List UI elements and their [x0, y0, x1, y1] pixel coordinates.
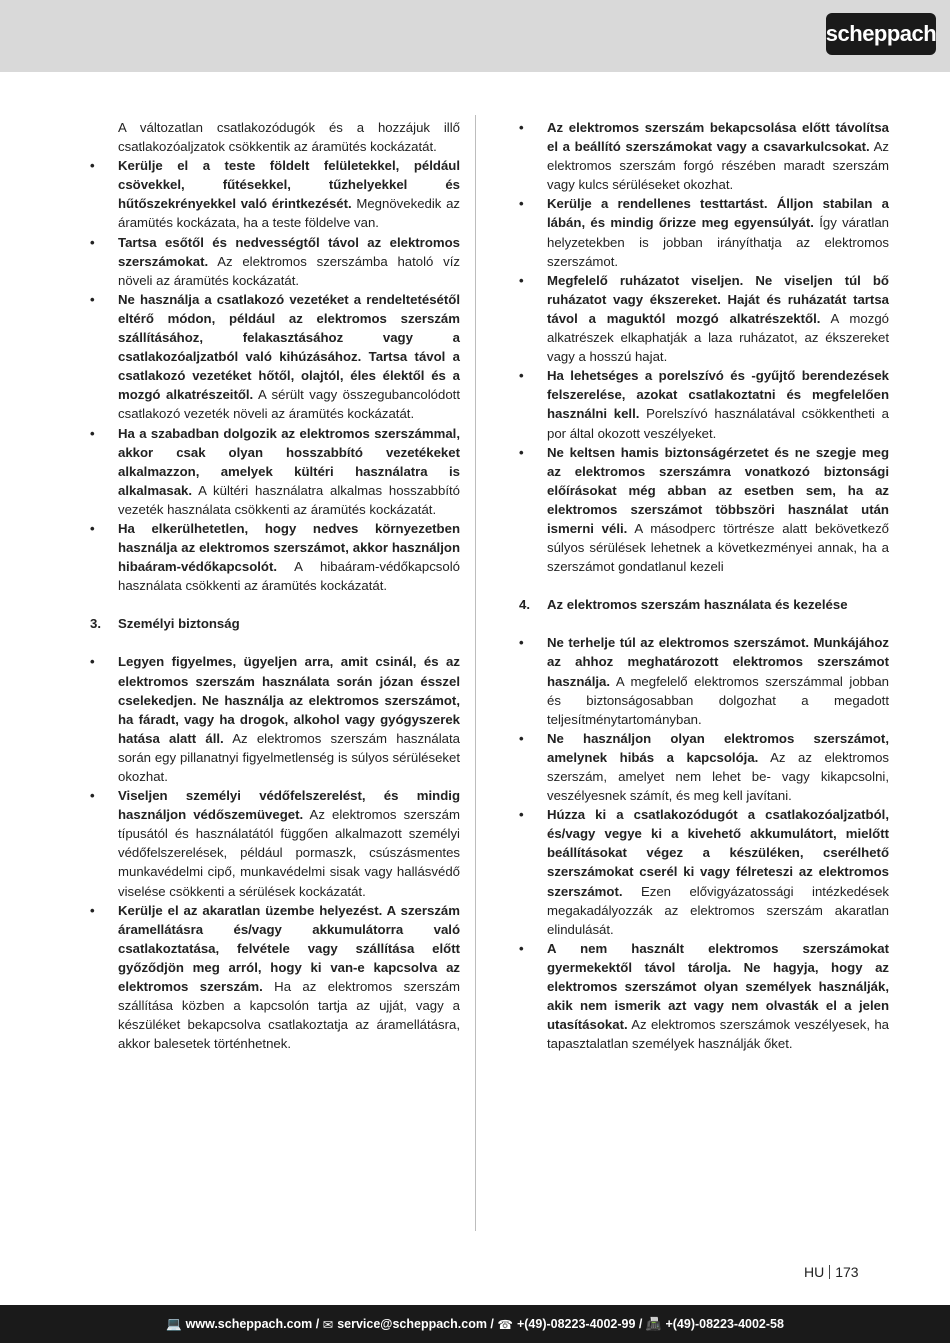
- bold-text: Legyen figyelmes, ügyeljen arra, amit csinál, és az elektromos szerszám használata során józan ésszel cselekedjen. Ne használja az elektromos szerszámot, ha fáradt, vagy ha drogok, alkohol vagy gyógyszerek hatása alatt áll.: [118, 654, 460, 746]
- body-text: Ezen elővigyázatossági intézkedések megakadályozzák az elektromos szerszám akaratlan elindulását.: [547, 883, 889, 937]
- body-text: Az elektromos szerszám használata során egy pillanatnyi figyelmetlenség is súlyos sérüléseket okozhat.: [118, 730, 460, 784]
- footer-website[interactable]: www.scheppach.com: [185, 1317, 313, 1331]
- section-number: 3.: [90, 616, 101, 632]
- bullet-item: [118, 156, 460, 232]
- language-code: HU: [804, 1264, 825, 1280]
- bold-text: Húzza ki a csatlakozódugót a csatlakozóaljzatból, és/vagy vegye ki a kivehető akkumulátort, mielőtt beállításokat végez a készüléken, cserélhető szerszámokat cserél ki vagy félreteszi az elektromos szerszámot.: [547, 807, 889, 899]
- bullet-item: [547, 271, 889, 366]
- footer-phone: +(49)-08223-4002-99: [516, 1317, 636, 1331]
- body-text: A sérült vagy összegubancolódott csatlakozó vezeték növeli az áramütés kockázatát.: [118, 387, 460, 422]
- body-text: A kültéri használatra alkalmas hosszabbító vezeték használata csökkenti az áramütés kockázatát.: [118, 482, 460, 517]
- bold-text: Kerülje a rendellenes testtartást. Álljon stabilan a lábán, és mindig őrizze meg egyensúlyát.: [547, 196, 889, 231]
- right-column: [519, 118, 890, 1053]
- bold-text: Megfelelő ruházatot viseljen. Ne viseljen túl bő ruházatot vagy ékszereket. Haját és ruházatát tartsa távol a maguktól mozgó alkatrészektől.: [547, 272, 889, 326]
- spacer: [547, 576, 889, 595]
- page-number-divider: [829, 1265, 830, 1279]
- bullet-item: [118, 290, 460, 424]
- bullet-item: [547, 805, 889, 939]
- bold-text: Tartsa esőtől és nedvességtől távol az elektromos szerszámokat.: [118, 234, 460, 269]
- section-heading: [519, 595, 889, 614]
- column-divider: [475, 115, 476, 1231]
- bold-text: Ne keltsen hamis biztonságérzetet és ne szegje meg az elektromos szerszámra vonatkozó biztonsági előírásokat még abban az esetben sem, ha az elektromos szerszámot többszöri használat után ismerni véli.: [547, 444, 889, 536]
- section-heading: [90, 614, 460, 633]
- footer-fax: +(49)-08223-4002-58: [665, 1317, 784, 1331]
- bold-text: Ne terhelje túl az elektromos szerszámot. Munkájához az ahhoz meghatározott elektromos szerszámot használja.: [547, 635, 889, 689]
- spacer: [547, 614, 889, 633]
- body-text: Az elektromos szerszám típusától és használatától függően alkalmazott személyi védőfelszerelések, például pormaszk, csúszásmentes munkavédelmi cipő, munkavédelmi sisak vagy hallásvédő viselése csökkenti a sérülések kockázatát.: [118, 807, 460, 899]
- bullet-item: [118, 424, 460, 519]
- scheppach-logo: scheppach: [826, 13, 936, 55]
- bold-text: Ne használja a csatlakozó vezetéket a rendeltetésétől eltérő módon, például az elektromos szerszám szállításához, felakasztásához vagy a csatlakozóaljzatból való kihúzásához. Tartsa távol a csatlakozó vezetéket hőtől, olajtól, éles élektől és a mozgó alkatrészeitől.: [118, 291, 460, 403]
- bullet-item: [118, 786, 460, 901]
- bold-text: Ne használjon olyan elektromos szerszámot, amelynek hibás a kapcsolója.: [547, 730, 889, 765]
- body-text: Az elektromos szerszám forgó részében maradt szerszám vagy kulcs sérüléseket okozhat.: [547, 139, 889, 193]
- footer-separator: /: [635, 1317, 646, 1331]
- page-number-value: 173: [835, 1264, 859, 1280]
- page-number: [804, 1264, 859, 1280]
- left-column: [90, 118, 461, 1053]
- spacer: [118, 633, 460, 652]
- footer-separator: /: [312, 1317, 323, 1331]
- bold-text: Viseljen személyi védőfelszerelést, és mindig használjon védőszemüveget.: [118, 788, 460, 823]
- bullet-item: [547, 443, 889, 577]
- body-text: Az elektromos szerszámba hatoló víz növeli az áramütés kockázatát.: [118, 253, 460, 288]
- bullet-item: [547, 366, 889, 442]
- bullet-item: [118, 901, 460, 1054]
- mail-icon: ✉: [322, 1317, 334, 1332]
- body-text: Így váratlan helyzetekben is jobban irányíthatja az elektromos szerszámot.: [547, 215, 889, 269]
- body-text: Ha az elektromos szerszám szállítása közben a kapcsolón tartja az ujját, vagy a készüléket bekapcsolva csatlakoztatja az áramellátásra, akkor balesetek történhetnek.: [118, 979, 461, 1052]
- computer-icon: 💻: [166, 1316, 182, 1331]
- spacer: [118, 595, 460, 614]
- bullet-item: [547, 118, 889, 194]
- bold-text: Az elektromos szerszám bekapcsolása előtt távolítsa el a beállító szerszámokat vagy a csavarkulcsokat.: [547, 120, 889, 155]
- section-title: Az elektromos szerszám használata és kezelése: [547, 597, 848, 613]
- body-text: A mozgó alkatrészek elkaphatják a laza ruházatot, az ékszereket vagy a hosszú hajat.: [547, 310, 889, 365]
- bold-text: Ha lehetséges a porelszívó és -gyűjtő berendezések felszerelése, azokat csatlakoztatni és megfelelően használni kell.: [547, 368, 889, 422]
- footer-email[interactable]: service@scheppach.com: [337, 1317, 487, 1331]
- body-text: A hibaáram-védőkapcsoló használata csökkenti az áramütés kockázatát.: [118, 559, 460, 594]
- bullet-item: [547, 194, 889, 270]
- bold-text: Ha elkerülhetetlen, hogy nedves környezetben használja az elektromos szerszámot, akkor használjon hibaáram-védőkapcsolót.: [118, 520, 460, 575]
- body-text: Porelszívó használatával csökkentheti a por által okozott veszélyeket.: [547, 406, 889, 441]
- footer-separator: /: [486, 1317, 498, 1331]
- body-text: Az elektromos szerszámok veszélyesek, ha tapasztalatlan személyek használják őket.: [547, 1017, 889, 1052]
- bold-text: Ha a szabadban dolgozik az elektromos szerszámmal, akkor csak olyan hosszabbító vezetékeket alkalmazzon, amelyek kültéri használatra is alkalmasak.: [118, 425, 460, 498]
- body-text: A változatlan csatlakozódugók és a hozzájuk illő csatlakozóaljzatok csökkentik az áramütés kockázatát.: [118, 120, 460, 155]
- bullet-item: [547, 729, 889, 805]
- page-header: [0, 0, 950, 72]
- body-text: A megfelelő elektromos szerszámmal jobban és biztonságosabban dolgozhat a megadott teljesítménytartományban.: [547, 673, 889, 727]
- bold-text: Kerülje el az akaratlan üzembe helyezést. A szerszám áramellátásra és/vagy akkumulátorra való csatlakoztatása, felvétele vagy szállítása előtt győződjön meg arról, hogy ki van-e kapcsolva az elektromos szerszám.: [118, 902, 460, 995]
- phone-icon: ☎: [497, 1317, 513, 1332]
- body-text: Az az elektromos szerszám, amelyet nem lehet be- vagy kikapcsolni, veszélyesnek számít, és meg kell javítani.: [547, 749, 890, 804]
- section-number: 4.: [519, 597, 530, 613]
- bold-text: A nem használt elektromos szerszámokat gyermekektől távol tárolja. Ne hagyja, hogy az elektromos szerszámot olyan személyek használják, akik nem ismerik azt vagy nem olvasták el a jelen utasításokat.: [547, 940, 889, 1033]
- section-title: Személyi biztonság: [118, 616, 240, 632]
- page-footer: [0, 1305, 950, 1343]
- bullet-item: [547, 939, 889, 1054]
- bullet-item: [547, 633, 889, 728]
- body-text: Megnövekedik az áramütés kockázata, ha a teste földelve van.: [118, 196, 461, 231]
- body-text: A másodperc törtrésze alatt bekövetkező súlyos sérülések lehetnek a következményei annak, ha a szerszámot gondatlanul kezeli: [547, 520, 890, 575]
- bullet-item: [118, 233, 460, 290]
- fax-icon: 📠: [645, 1316, 662, 1331]
- bullet-item: [118, 519, 460, 595]
- paragraph: [118, 118, 460, 156]
- bold-text: Kerülje el a teste földelt felületekkel, például csövekkel, fűtésekkel, tűzhelyekkel és hűtőszekrényekkel való érintkezését.: [118, 158, 460, 212]
- bullet-item: [118, 652, 460, 786]
